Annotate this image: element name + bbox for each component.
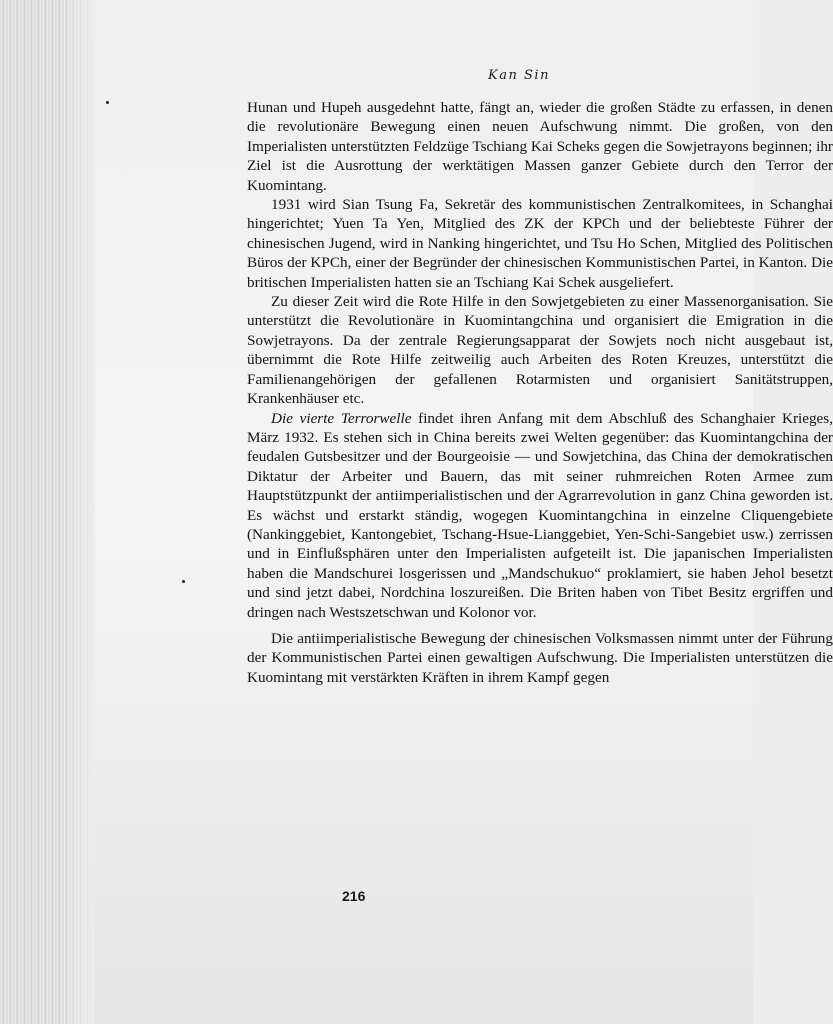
paragraph-1: Hunan und Hupeh ausgedehnt hatte, fängt an, wieder die großen Städte zu erfassen, in denen die revolutionäre Bewegung einen neuen Aufschwung nimmt. Die großen, von den Imperialisten unterstützten Feldzüge Tschiang Kai Scheks gegen die Sowjetrayons beginnen; ihr Ziel ist die Ausrottung der werktätigen Massen ganzer Gebiete durch den Terror der Kuomintang. [247,99,833,194]
page-number: 216 [342,888,366,904]
running-head: Kan Sin [488,68,550,83]
book-spine-gutter [0,0,95,1024]
book-page [95,0,833,1024]
ink-speck [182,580,185,583]
paragraph-5: Die antiimperialistische Bewegung der chinesischen Volksmassen nimmt unter der Führung der Kommunistischen Partei einen gewaltigen Aufschwung. Die Imperialisten unterstützen die Kuomintang mit verstärkten Kräften in ihrem Kampf gegen [247,629,833,686]
body-text [247,98,833,687]
ink-speck [106,101,109,104]
paragraph-4-text: findet ihren Anfang mit dem Abschluß des Schanghaier Krieges, März 1932. Es stehen sich in China bereits zwei Welten gegenüber: das Kuomintangchina der feudalen Gutsbesitzer und der Bourgeoisie — und Sowjetchina, das China der demokratischen Diktatur der Arbeiter und Bauern, das mit seiner ruhmreichen Roten Armee zum Hauptstützpunkt der antiimperialistischen und der Agrarrevolution in ganz China geworden ist. Es wächst und erstarkt ständig, wogegen Kuomintangchina in einzelne Cliquengebiete (Nankinggebiet, Kantongebiet, Tschang-Hsue-Lianggebiet, Yen-Schi-Sangebiet usw.) zerrissen und in Einflußsphären unter den Imperialisten aufgeteilt ist. Die japanischen Imperialisten haben die Mandschurei losgerissen und „Mandschukuo“ proklamiert, sie haben Jehol besetzt und sind jetzt dabei, Nordchina loszureißen. Die Briten haben von Tibet Besitz ergriffen und dringen nach Westszetschwan und Kolonor vor. [247,409,833,621]
paragraph-2: 1931 wird Sian Tsung Fa, Sekretär des kommunistischen Zentralkomitees, in Schanghai hingerichtet; Yuen Ta Yen, Mitglied des ZK der KPCh und der beliebteste Führer der chinesischen Jugend, wird in Nanking hingerichtet, und Tsu Ho Schen, Mitglied des Politischen Büros der KPCh, einer der Begründer der chinesischen Kommunistischen Partei, in Kanton. Die britischen Imperialisten hatten sie an Tschiang Kai Schek ausgeliefert. [247,196,833,291]
paragraph-4 [247,409,833,622]
paragraph-3: Zu dieser Zeit wird die Rote Hilfe in den Sowjetgebieten zu einer Massenorganisation. Sie unterstützt die Revolutionäre in Kuomintangchina und organisiert die Emigration in die Sowjetrayons. Da der zentrale Regierungsapparat der Sowjets noch nicht ausgebaut ist, übernimmt die Rote Hilfe zeitweilig auch Arbeiten des Roten Kreuzes, unterstützt die Familienangehörigen der gefallenen Rotarmisten und organisiert Sanitätstruppen, Krankenhäuser etc. [247,293,833,408]
paragraph-4-emphasis: Die vierte Terrorwelle [271,409,412,427]
